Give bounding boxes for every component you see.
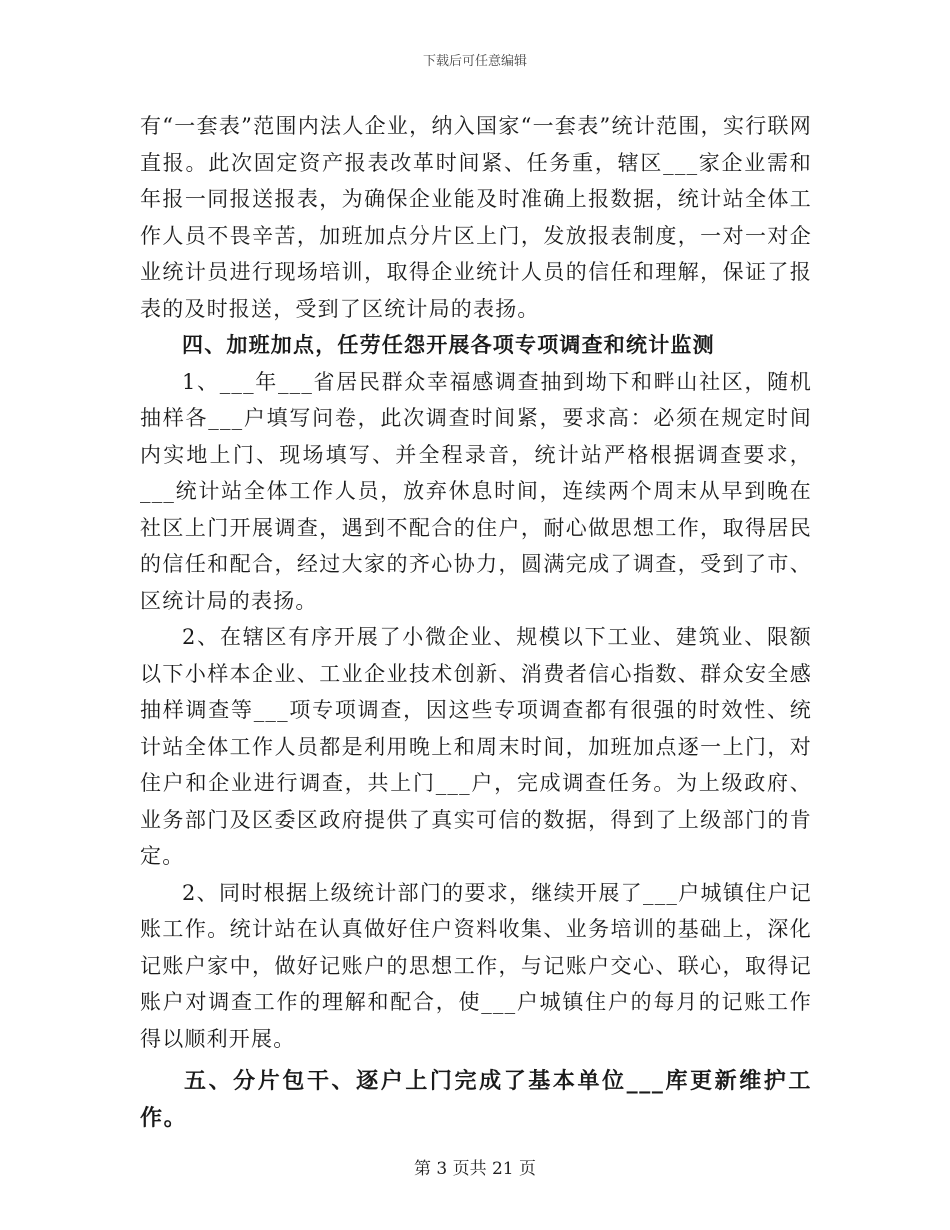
paragraph-item-1: 1、___年___省居民群众幸福感调查抽到坳下和畔山社区，随机抽样各___户填写问卷，此次调查时间紧，要求高：必须在规定时间内实地上门、现场填写、并全程录音，统计站严格根据调查要求，___统计站全体工作人员，放弃休息时间，连续两个周末从早到晚在社区上门开展调查，遇到不配合的住户，耐心做思想工作，取得居民的信任和配合，经过大家的齐心协力，圆满完成了调查，受到了市、区统计局的表扬。	[140, 369, 812, 613]
page-header: 下载后可任意编辑	[422, 54, 527, 69]
paragraph-intro: 有“一套表”范围内法人企业，纳入国家“一套表”统计范围，实行联网直报。此次固定资产报表改革时间紧、任务重，辖区___家企业需和年报一同报送报表，为确保企业能及时准确上报数据，统计站全体工作人员不畏辛苦，加班加点分片区上门，发放报表制度，一对一对企业统计员进行现场培训，取得企业统计人员的信任和理解，保证了报表的及时报送，受到了区统计局的表扬。	[140, 114, 812, 321]
page-number: 第 3 页共 21 页	[413, 1159, 537, 1179]
paragraph-item-2a: 2、在辖区有序开展了小微企业、规模以下工业、建筑业、限额以下小样本企业、工业企业技术创新、消费者信心指数、群众安全感抽样调查等___项专项调查，因这些专项调查都有很强的时效性、统计站全体工作人员都是利用晚上和周末时间，加班加点逐一上门，对住户和企业进行调查，共上门___户，完成调查任务。为上级政府、业务部门及区委区政府提供了真实可信的数据，得到了上级部门的肯定。	[140, 625, 812, 868]
section-heading-5: 五、分片包干、逐户上门完成了基本单位___库更新维护工作。	[140, 1068, 812, 1131]
section-heading-4: 四、加班加点，任劳任怨开展各项专项调查和统计监测	[182, 332, 715, 357]
paragraph-item-2b: 2、同时根据上级统计部门的要求，继续开展了___户城镇住户记账工作。统计站在认真做好住户资料收集、业务培训的基础上，深化记账户家中，做好记账户的思想工作，与记账户交心、联心，取得记账户对调查工作的理解和配合，使___户城镇住户的每月的记账工作得以顺利开展。	[140, 880, 812, 1051]
document-body	[140, 108, 812, 1136]
